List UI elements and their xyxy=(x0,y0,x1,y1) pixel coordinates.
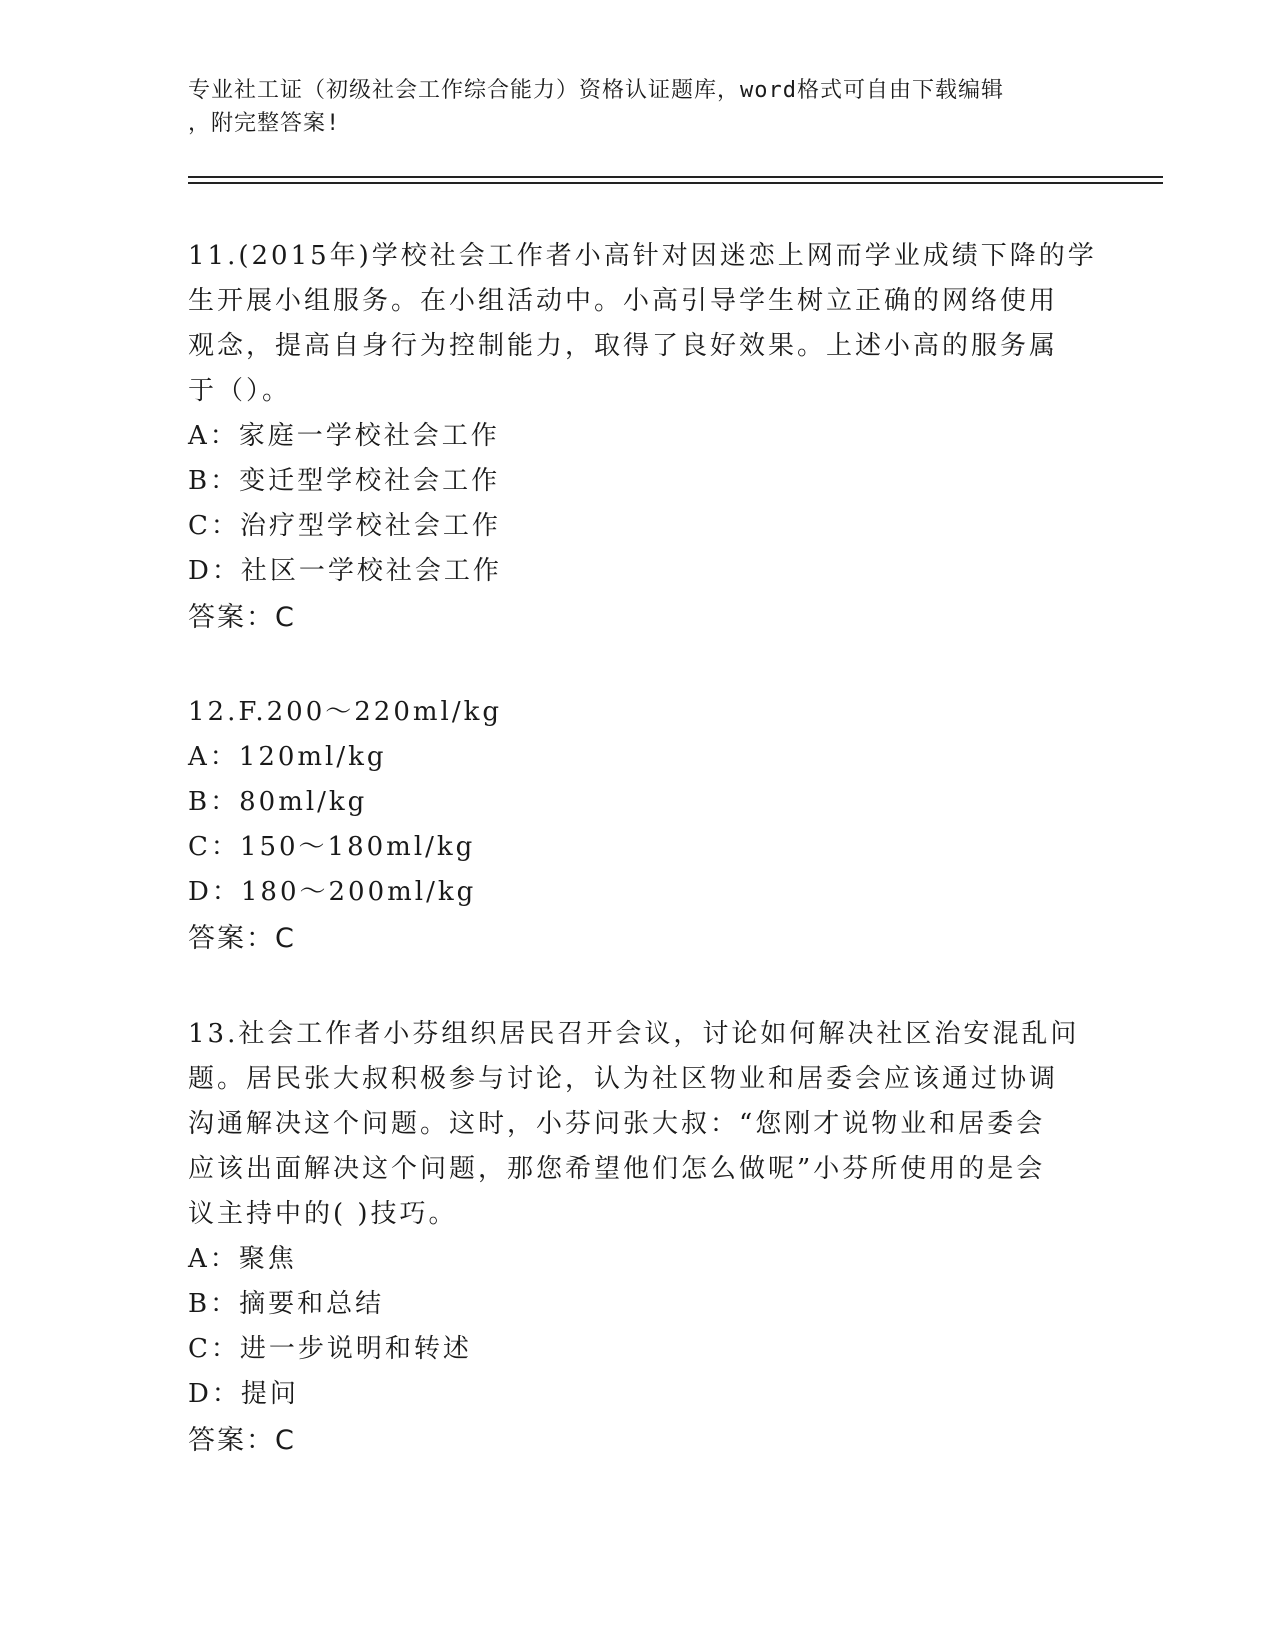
document-header xyxy=(188,74,1088,140)
question-12 xyxy=(188,690,1088,962)
question-text-line: 生开展小组服务。在小组活动中。小高引导学生树立正确的网络使用 xyxy=(188,286,1059,316)
header-divider-top xyxy=(188,176,1163,178)
option-text: 家庭一学校社会工作 xyxy=(238,421,500,451)
option-key: C： xyxy=(188,832,240,862)
option-text: 摘要和总结 xyxy=(239,1289,385,1319)
option-d xyxy=(188,1372,1088,1417)
option-text: 治疗型学校社会工作 xyxy=(239,511,501,541)
option-text: 120ml/kg xyxy=(238,742,387,772)
option-key: C： xyxy=(188,1334,240,1364)
option-key: B： xyxy=(188,787,240,817)
option-key: B： xyxy=(188,1289,240,1319)
question-13 xyxy=(188,1012,1088,1464)
option-text: 180～200ml/kg xyxy=(240,877,477,907)
option-text: 变迁型学校社会工作 xyxy=(239,466,501,496)
option-key: D： xyxy=(188,556,241,586)
option-key: A： xyxy=(188,742,239,772)
option-d xyxy=(188,549,1088,594)
option-key: D： xyxy=(188,1379,241,1409)
option-key: C： xyxy=(188,511,240,541)
question-text-line: 12.F.200～220ml/kg xyxy=(188,697,502,727)
question-text-line: 应该出面解决这个问题，那您希望他们怎么做呢”小芬所使用的是会 xyxy=(188,1154,1046,1184)
question-text-line: 议主持中的( )技巧。 xyxy=(188,1199,458,1229)
option-c xyxy=(188,1327,1088,1372)
question-text-line: 11.(2015年)学校社会工作者小高针对因迷恋上网而学业成绩下降的学 xyxy=(188,241,1097,271)
option-text: 提问 xyxy=(240,1379,299,1409)
question-11 xyxy=(188,234,1097,641)
option-text: 社区一学校社会工作 xyxy=(240,556,502,586)
option-text: 聚焦 xyxy=(238,1244,297,1274)
answer-line: 答案：C xyxy=(188,602,296,633)
header-line-1: 专业社工证（初级社会工作综合能力）资格认证题库，word格式可自由下载编辑 xyxy=(188,78,1004,103)
option-a xyxy=(188,414,1088,459)
option-c xyxy=(188,504,1088,549)
option-key: D： xyxy=(188,877,241,907)
option-key: A： xyxy=(188,421,239,451)
option-b xyxy=(188,780,1088,825)
option-a xyxy=(188,1237,1088,1282)
header-divider-bottom xyxy=(188,182,1163,184)
option-text: 80ml/kg xyxy=(239,787,368,817)
question-text-line: 题。居民张大叔积极参与讨论，认为社区物业和居委会应该通过协调 xyxy=(188,1064,1059,1094)
header-line-2: ，附完整答案! xyxy=(188,111,341,136)
question-text-line: 13.社会工作者小芬组织居民召开会议，讨论如何解决社区治安混乱问 xyxy=(188,1019,1080,1049)
option-a xyxy=(188,735,1088,780)
option-c xyxy=(188,825,1088,870)
answer-line: 答案：C xyxy=(188,1425,296,1456)
question-text-line: 观念，提高自身行为控制能力，取得了良好效果。上述小高的服务属 xyxy=(188,331,1059,361)
option-d xyxy=(188,870,1088,915)
option-b xyxy=(188,459,1088,504)
answer-line: 答案：C xyxy=(188,923,296,954)
option-key: B： xyxy=(188,466,240,496)
option-text: 进一步说明和转述 xyxy=(239,1334,472,1364)
option-text: 150～180ml/kg xyxy=(239,832,476,862)
option-b xyxy=(188,1282,1088,1327)
question-text-line: 沟通解决这个问题。这时，小芬问张大叔：“您刚才说物业和居委会 xyxy=(188,1109,1046,1139)
question-text-line: 于（）。 xyxy=(188,376,292,406)
option-key: A： xyxy=(188,1244,239,1274)
